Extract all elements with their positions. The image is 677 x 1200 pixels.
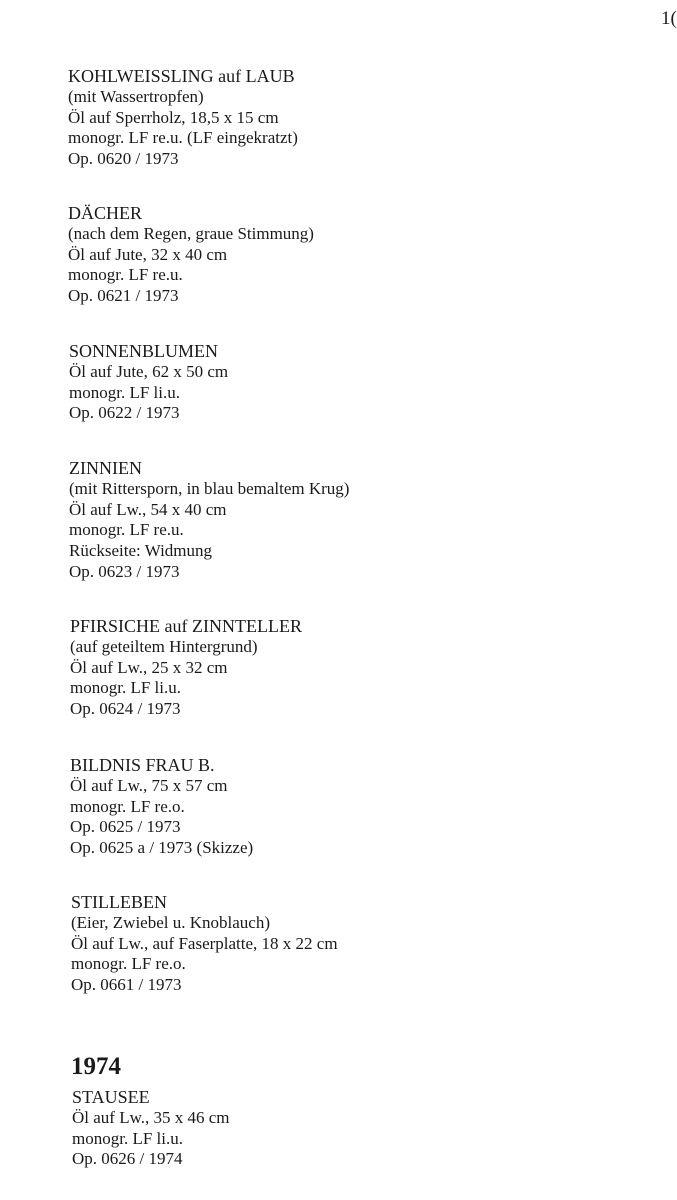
entry-medium: Öl auf Lw., 75 x 57 cm xyxy=(70,775,228,795)
entry-opus: Op. 0622 / 1973 xyxy=(69,403,180,423)
entry-signature: monogr. LF li.u. xyxy=(72,1128,183,1148)
year-heading: 1974 xyxy=(71,1053,121,1080)
entry-title: PFIRSICHE auf ZINNTELLER xyxy=(70,616,302,636)
page-number: 1( xyxy=(661,8,677,29)
entry-medium: Öl auf Lw., 25 x 32 cm xyxy=(70,657,228,677)
entry-title: DÄCHER xyxy=(68,203,143,223)
entry-opus-sketch: Op. 0625 a / 1973 (Skizze) xyxy=(70,838,254,858)
catalog-entry xyxy=(68,203,314,307)
entry-opus: Op. 0625 / 1973 xyxy=(70,817,181,837)
entry-title: SONNENBLUMEN xyxy=(69,341,219,361)
entry-signature: monogr. LF li.u. xyxy=(69,382,180,402)
entry-title: ZINNIEN xyxy=(69,458,142,478)
entry-subtitle: (mit Wassertropfen) xyxy=(68,86,204,106)
catalog-entry xyxy=(69,458,349,583)
entry-medium: Öl auf Lw., 54 x 40 cm xyxy=(69,499,227,519)
catalog-entry xyxy=(72,1087,230,1170)
entry-opus: Op. 0626 / 1974 xyxy=(72,1149,183,1169)
entry-signature: monogr. LF li.u. xyxy=(70,678,181,698)
catalog-entry xyxy=(71,892,338,996)
entry-signature: monogr. LF re.u. xyxy=(68,265,183,285)
entry-subtitle: (auf geteiltem Hintergrund) xyxy=(70,636,258,656)
entry-opus: Op. 0624 / 1973 xyxy=(70,699,181,719)
entry-medium: Öl auf Lw., 35 x 46 cm xyxy=(72,1107,230,1127)
catalog-entry xyxy=(70,755,253,859)
entry-title: BILDNIS FRAU B. xyxy=(70,755,215,775)
catalog-entry xyxy=(68,66,298,170)
entry-medium: Öl auf Lw., auf Faserplatte, 18 x 22 cm xyxy=(71,933,338,953)
entry-opus: Op. 0661 / 1973 xyxy=(71,975,182,995)
entry-subtitle: (mit Rittersporn, in blau bemaltem Krug) xyxy=(69,478,350,498)
entry-opus: Op. 0621 / 1973 xyxy=(68,286,179,306)
catalog-entry xyxy=(69,341,228,424)
entry-signature: monogr. LF re.u. xyxy=(69,520,184,540)
entry-subtitle: (nach dem Regen, graue Stimmung) xyxy=(68,223,314,243)
entry-signature: monogr. LF re.o. xyxy=(71,954,186,974)
entry-opus: Op. 0623 / 1973 xyxy=(69,561,180,581)
entry-note: Rückseite: Widmung xyxy=(69,541,213,561)
entry-medium: Öl auf Jute, 32 x 40 cm xyxy=(68,244,228,264)
entry-subtitle: (Eier, Zwiebel u. Knoblauch) xyxy=(71,912,270,932)
entry-signature: monogr. LF re.u. (LF eingekratzt) xyxy=(68,128,298,148)
entry-title: STILLEBEN xyxy=(71,892,167,912)
entry-medium: Öl auf Jute, 62 x 50 cm xyxy=(69,361,229,381)
entry-medium: Öl auf Sperrholz, 18,5 x 15 cm xyxy=(68,107,279,127)
catalog-entry xyxy=(70,616,302,720)
entry-signature: monogr. LF re.o. xyxy=(70,796,185,816)
entry-title: KOHLWEISSLING auf LAUB xyxy=(68,66,295,86)
entry-title: STAUSEE xyxy=(72,1087,150,1107)
entry-opus: Op. 0620 / 1973 xyxy=(68,149,179,169)
